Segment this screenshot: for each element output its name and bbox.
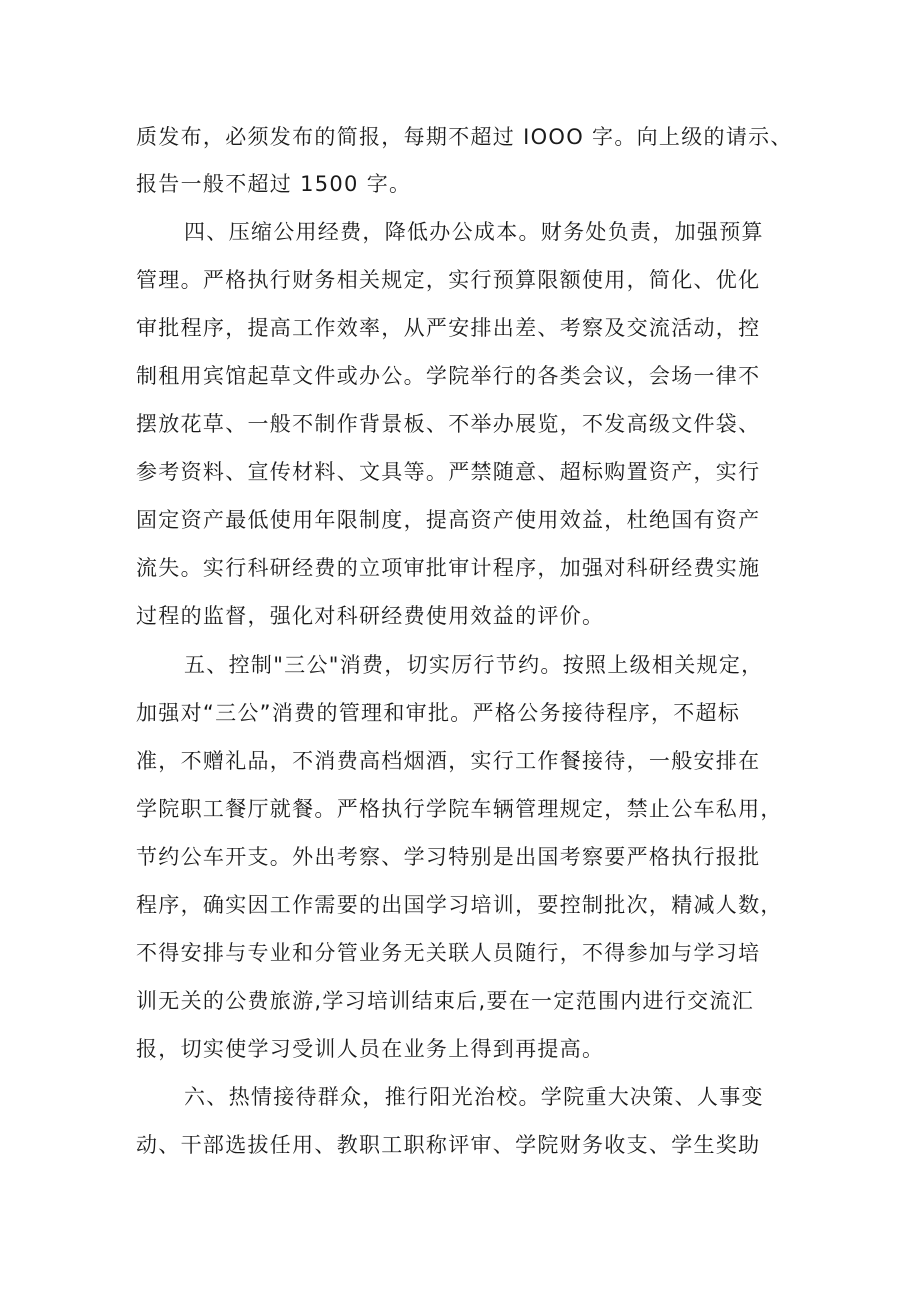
text-line: 训无关的公费旅游,学习培训结束后,要在一定范围内进行交流汇: [136, 989, 755, 1013]
text-line: 加强对“三公”消费的管理和审批。严格公务接待程序，不超标: [136, 701, 741, 725]
text-line: 程序，确实因工作需要的出国学习培训，要控制批次，精减人数，: [136, 893, 783, 917]
text-line: 报告一般不超过 1500 字。: [136, 172, 412, 196]
text-line: 参考资料、宣传材料、文具等。严禁随意、超标购置资产，实行: [136, 460, 761, 484]
text-line: 过程的监督，强化对科研经费使用效益的评价。: [136, 604, 605, 628]
text-line: 学院职工餐厅就餐。严格执行学院车辆管理规定，禁止公车私用，: [136, 797, 783, 821]
paragraph-first-line: 五、控制"三公"消费，切实厉行节约。按照上级相关规定，: [184, 653, 764, 677]
text-line: 固定资产最低使用年限制度，提高资产使用效益，杜绝国有资产: [136, 508, 761, 532]
text-line: 质发布，必须发布的简报，每期不超过 IOOO 字。向上级的请示、: [136, 125, 793, 149]
text-line: 摆放花草、一般不制作背景板、不举办展览，不发高级文件袋、: [136, 412, 761, 436]
text-line: 管理。严格执行财务相关规定，实行预算限额使用，简化、优化: [136, 268, 761, 292]
text-line: 节约公车开支。外出考察、学习特别是出国考察要严格执行报批: [136, 845, 761, 869]
text-line: 报，切实使学习受训人员在业务上得到再提高。: [136, 1037, 605, 1061]
text-line: 审批程序，提高工作效率，从严安排出差、考察及交流活动，控: [136, 316, 761, 340]
paragraph-first-line: 四、压缩公用经费，降低办公成本。财务处负责，加强预算: [184, 220, 764, 244]
text-line: 动、干部选拔任用、教职工职称评审、学院财务收支、学生奖助: [136, 1133, 761, 1157]
paragraph-first-line: 六、热情接待群众，推行阳光治校。学院重大决策、人事变: [184, 1085, 764, 1109]
text-line: 不得安排与专业和分管业务无关联人员随行，不得参加与学习培: [136, 941, 761, 965]
text-line: 准，不赠礼品，不消费高档烟酒，实行工作餐接待，一般安排在: [136, 749, 761, 773]
text-line: 制租用宾馆起草文件或办公。学院举行的各类会议，会场一律不: [136, 364, 761, 388]
text-line: 流失。实行科研经费的立项审批审计程序，加强对科研经费实施: [136, 556, 761, 580]
